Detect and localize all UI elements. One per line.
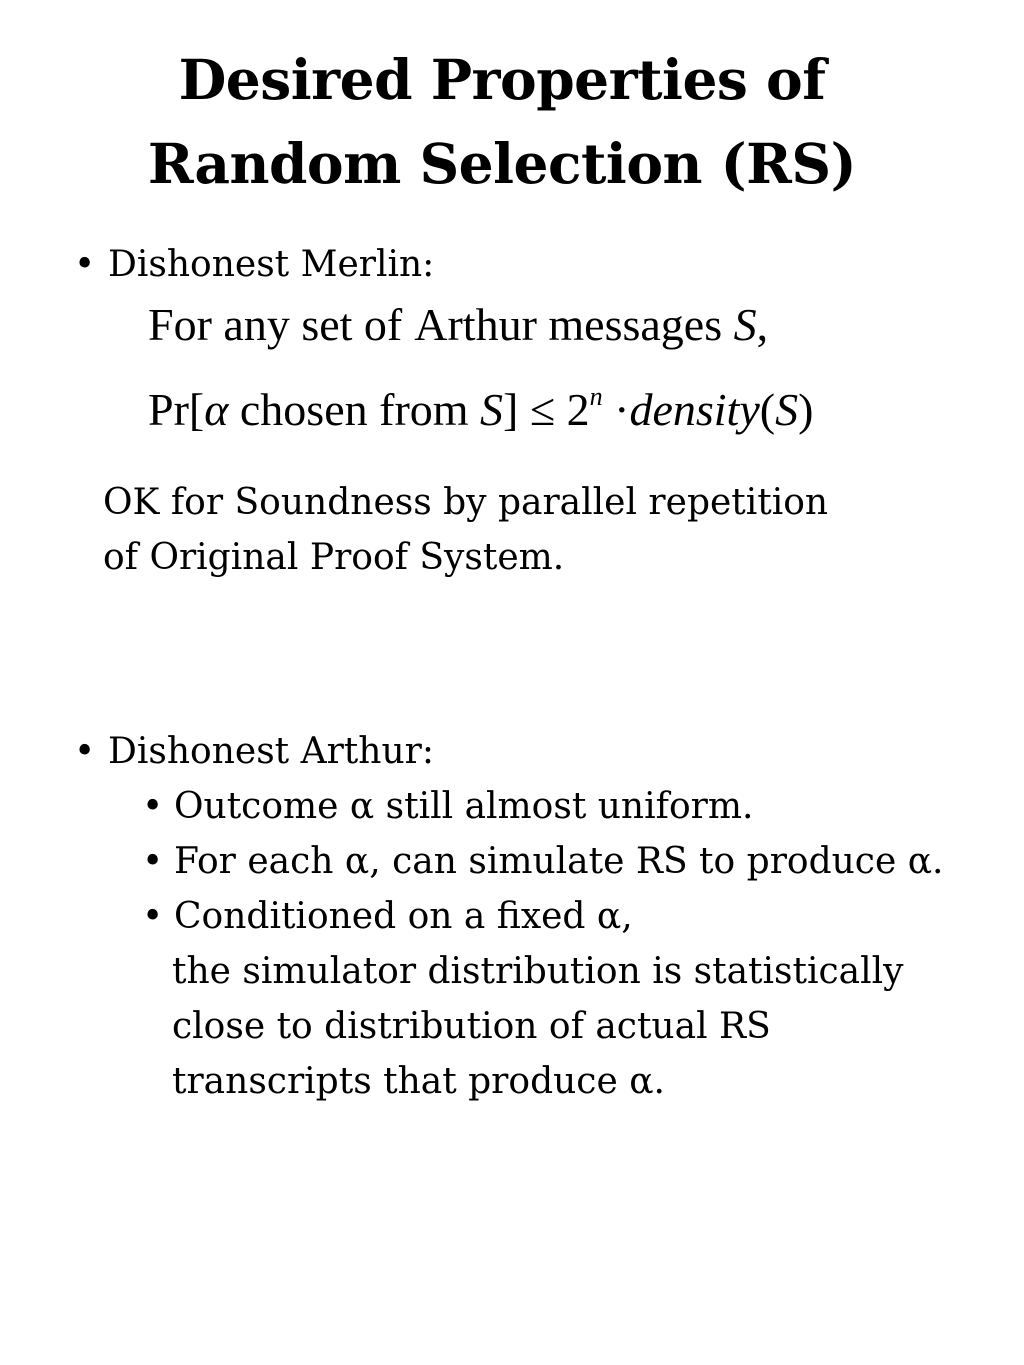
arthur-continuation-1: the simulator distribution is statistically [172, 951, 904, 992]
slide-title [0, 38, 1004, 206]
formula-punct: , [756, 299, 769, 350]
merlin-formula-line-1 [148, 297, 768, 353]
arthur-item-text: Outcome α still almost uniform. [174, 786, 754, 827]
merlin-formula-line-2 [148, 382, 813, 438]
arthur-heading: Dishonest Arthur: [108, 731, 434, 772]
formula-text: Arthur messages [414, 299, 723, 350]
formula-text: For any set of [148, 299, 403, 350]
merlin-heading: Dishonest Merlin: [108, 244, 435, 285]
merlin-bullet-line [74, 243, 434, 287]
formula-paren: ) [798, 384, 814, 435]
sub-bullet-marker: • [142, 841, 164, 882]
title-line-2: Random Selection (RS) [147, 131, 857, 196]
formula-variable: S [733, 299, 757, 350]
arthur-item-2 [142, 840, 943, 884]
formula-text: chosen from [239, 384, 469, 435]
arthur-continuation-3: transcripts that produce α. [172, 1061, 665, 1102]
formula-variable: S [775, 384, 799, 435]
arthur-item-3 [142, 895, 633, 939]
arthur-bullet-line [74, 730, 434, 774]
merlin-note-line-2: of Original Proof System. [103, 537, 565, 578]
formula-dot: · [614, 384, 630, 435]
sub-bullet-marker: • [142, 786, 164, 827]
formula-density: density [629, 384, 760, 435]
merlin-note-line-1: OK for Soundness by parallel repetition [103, 482, 829, 523]
arthur-continuation-2: close to distribution of actual RS [172, 1006, 771, 1047]
formula-text: ] ≤ 2 [503, 384, 590, 435]
bullet-marker: • [74, 244, 96, 285]
formula-variable: S [480, 384, 504, 435]
sub-bullet-marker: • [142, 896, 164, 937]
title-line-1: Desired Properties of [178, 47, 826, 112]
formula-text: Pr[ [148, 384, 205, 435]
arthur-item-text: Conditioned on a fixed α, [174, 896, 633, 937]
formula-exponent: n [589, 382, 603, 411]
formula-paren: ( [759, 384, 776, 435]
bullet-marker: • [74, 731, 96, 772]
formula-alpha: α [204, 384, 229, 435]
arthur-item-text: For each α, can simulate RS to produce α. [174, 841, 944, 882]
arthur-item-1 [142, 785, 753, 829]
